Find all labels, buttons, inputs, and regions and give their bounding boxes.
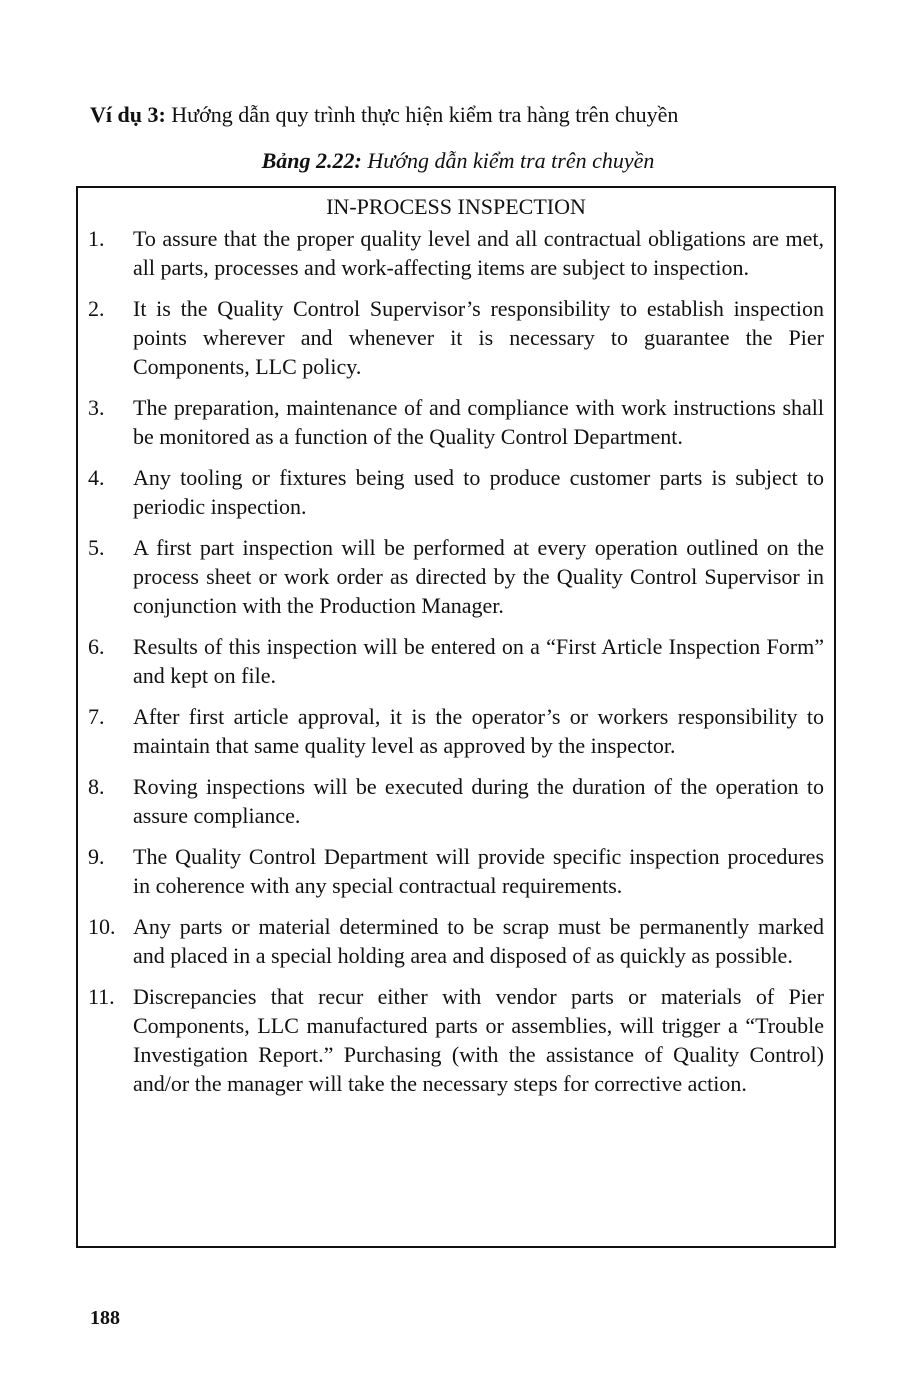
box-title: IN-PROCESS INSPECTION xyxy=(326,194,586,219)
item-text: Results of this inspection will be entered on a “First Article Inspection Form” and kept on file. xyxy=(133,634,824,688)
item-text: To assure that the proper quality level and all contractual obligations are met, all parts, processes and work-affecting items are subject to inspection. xyxy=(133,226,824,280)
list-item xyxy=(78,393,834,451)
list-item xyxy=(78,632,834,690)
list-item xyxy=(78,842,834,900)
inspection-box xyxy=(76,186,836,1248)
item-text: A first part inspection will be performed at every operation outlined on the process sheet or work order as directed by the Quality Control Supervisor in conjunction with the Production Manager. xyxy=(133,535,824,618)
item-number: 3. xyxy=(88,395,105,420)
item-number: 6. xyxy=(88,634,105,659)
page-number: 188 xyxy=(90,1307,120,1329)
item-text: Discrepancies that recur either with vendor parts or materials of Pier Components, LLC manufactured parts or assemblies, will trigger a “Trouble Investigation Report.” Purchasing (with the assistance of Quality Control) and/or the manager will take the necessary steps for corrective action. xyxy=(133,984,824,1096)
item-number: 10. xyxy=(88,914,116,939)
item-text: The preparation, maintenance of and compliance with work instructions shall be monitored as a function of the Quality Control Department. xyxy=(133,395,824,449)
table-caption xyxy=(0,146,916,176)
list-item xyxy=(78,294,834,381)
caption-text: Hướng dẫn kiểm tra trên chuyền xyxy=(361,148,655,173)
example-heading xyxy=(90,100,678,130)
item-number: 8. xyxy=(88,774,105,799)
caption-label: Bảng 2.22: xyxy=(261,148,362,173)
item-number: 9. xyxy=(88,844,105,869)
item-text: Any tooling or fixtures being used to produce customer parts is subject to periodic inspection. xyxy=(133,465,824,519)
item-text: The Quality Control Department will provide specific inspection procedures in coherence with any special contractual requirements. xyxy=(133,844,824,898)
list-item xyxy=(78,463,834,521)
item-number: 5. xyxy=(88,535,105,560)
example-label: Ví dụ 3: xyxy=(90,102,166,127)
item-number: 7. xyxy=(88,704,105,729)
item-text: Any parts or material determined to be scrap must be permanently marked and placed in a special holding area and disposed of as quickly as possible. xyxy=(133,914,824,968)
list-item xyxy=(78,772,834,830)
item-number: 1. xyxy=(88,226,105,251)
list-item xyxy=(78,533,834,620)
item-text: Roving inspections will be executed during the duration of the operation to assure compliance. xyxy=(133,774,824,828)
list-item xyxy=(78,224,834,282)
item-number: 2. xyxy=(88,296,105,321)
list-item xyxy=(78,912,834,970)
item-number: 4. xyxy=(88,465,105,490)
list-item xyxy=(78,982,834,1098)
item-number: 11. xyxy=(88,984,115,1009)
item-text: After first article approval, it is the operator’s or workers responsibility to maintain that same quality level as approved by the inspector. xyxy=(133,704,824,758)
item-text: It is the Quality Control Supervisor’s responsibility to establish inspection points wherever and whenever it is necessary to guarantee the Pier Components, LLC policy. xyxy=(133,296,824,379)
list-item xyxy=(78,702,834,760)
example-text: Hướng dẫn quy trình thực hiện kiểm tra hàng trên chuyền xyxy=(165,102,679,127)
inspection-list xyxy=(78,224,834,1098)
